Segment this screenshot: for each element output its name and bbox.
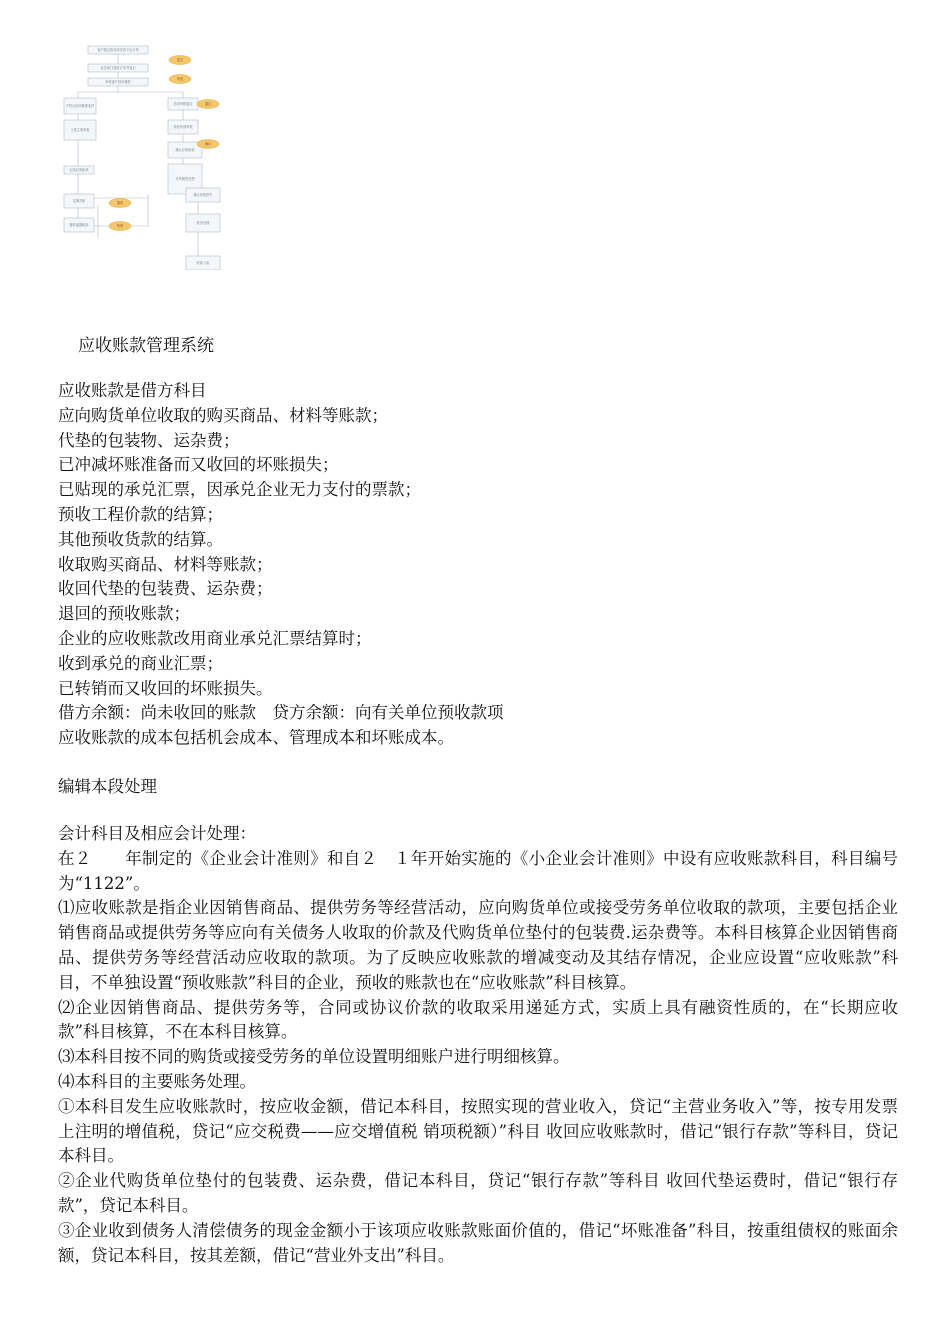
paragraph: ②企业代购货单位垫付的包装费、运杂费，借记本科目，贷记“银行存款”等科目 收回代垫运费时，借记“银行存款”，贷记本科目。: [58, 1171, 898, 1215]
flowchart-box: [64, 194, 94, 208]
svg-text:记录应收账款: 记录应收账款: [69, 168, 89, 173]
svg-text:确认坏账损失: 确认坏账损失: [193, 193, 213, 198]
text-line: 收到承兑的商业汇票；: [58, 653, 223, 673]
text-line: 应收账款的成本包括机会成本、管理成本和坏账成本。: [58, 728, 454, 748]
document-title: 应收账款管理系统: [78, 336, 214, 356]
svg-text:催收逾期账款: 催收逾期账款: [69, 223, 89, 228]
svg-text:转财务部审核: 转财务部审核: [173, 125, 193, 130]
text-line: 应收账款是借方科目: [58, 381, 207, 400]
text-line: 已冲减坏账准备而又收回的坏账损失；: [58, 455, 339, 475]
text-line: 退回的预收账款；: [58, 604, 190, 624]
flowchart-box: [88, 46, 148, 54]
paragraph: ③企业收到债务人清偿债务的现金金额小于该项应收账款账面价值的，借记“坏账准备”科目，按重组债权的账面余额，贷记本科目，按其差额，借记“营业外支出”科目。: [58, 1220, 898, 1265]
flowchart-box: [64, 218, 94, 232]
text-line: 预收工程价款的结算；: [58, 504, 223, 524]
svg-text:收款入账: 收款入账: [196, 261, 210, 266]
svg-text:不符合信用额度条件: 不符合信用额度条件: [65, 104, 95, 109]
flowchart-box: [186, 256, 220, 270]
flowchart-box: [168, 120, 198, 134]
flowchart-decision: [197, 140, 219, 149]
flowchart-decision: [169, 56, 191, 65]
svg-text:开具销售发票: 开具销售发票: [175, 177, 195, 182]
text-line: 应向购货单位收取的购买商品、材料等账款；: [58, 405, 388, 425]
paragraph: 在２ 年制定的《企业会计准则》和自２ １年开始实施的《小企业会计准则》中设有应收账款科目，科目编号为“1122”。: [58, 848, 898, 893]
accounting-treatment-section: [58, 822, 898, 1268]
flowchart-box: [64, 98, 96, 114]
flowchart-box: [186, 214, 220, 232]
flowchart-box: [88, 78, 148, 86]
flowchart-image: [58, 38, 248, 270]
svg-text:上报主管审批: 上报主管审批: [70, 128, 90, 133]
svg-text:客户通过电话或传真下达订单: 客户通过电话或传真下达订单: [97, 48, 139, 53]
text-line: 收回代垫的包装费、运杂费；: [58, 579, 273, 599]
flowchart-decision: [109, 199, 131, 208]
text-line: 代垫的包装物、运杂费；: [58, 430, 240, 450]
definition-list: [58, 379, 898, 751]
svg-text:审批: 审批: [176, 77, 184, 82]
text-line: 其他预收货款的结算。: [58, 529, 223, 549]
flowchart-box: [88, 64, 148, 72]
paragraph: ⑶本科目按不同的购货或接受劳务的单位设置明细账户进行明细核算。: [58, 1047, 570, 1067]
flowchart-decision: [197, 100, 219, 109]
text-line: 已转销而又收回的坏账损失。: [58, 678, 273, 698]
text-line: 收取购买商品、材料等账款；: [58, 554, 273, 574]
svg-text:账务处理: 账务处理: [196, 221, 210, 226]
flowchart-diagram: [58, 38, 248, 270]
flowchart-decision: [169, 75, 191, 84]
text-line: 借方余额：尚未收回的账款 贷方余额：向有关单位预收款项: [58, 703, 504, 723]
svg-text:催收: 催收: [116, 201, 124, 206]
svg-text:核销: 核销: [116, 224, 124, 229]
text-line: 企业的应收账款改用商业承兑汇票结算时；: [58, 628, 372, 648]
paragraph: ①本科目发生应收账款时，按应收金额，借记本科目，按照实现的营业收入，贷记“主营业务收入”等，按专用发票上注明的增值税，贷记“应交税费——应交增值税 销项税额）”科目 收回应收账款时，借记“银行存款”等科目，贷记本科目。: [58, 1096, 898, 1166]
flowchart-box: [64, 166, 94, 174]
paragraph: ⑵企业因销售商品、提供劳务等，合同或协议价款的收取采用递延方式，实质上具有融资性质的，在“长期应收款”科目核算，不在本科目核算。: [58, 997, 898, 1042]
svg-text:审核客户信用额度: 审核客户信用额度: [105, 80, 131, 85]
svg-text:确认: 确认: [204, 142, 212, 147]
paragraph: 会计科目及相应会计处理：: [58, 824, 256, 843]
svg-text:是否: 是否: [176, 58, 184, 63]
svg-text:信用审核通过: 信用审核通过: [173, 102, 193, 107]
flowchart-box: [64, 120, 96, 140]
flowchart-decision: [109, 222, 131, 231]
paragraph: ⑴应收账款是指企业因销售商品、提供劳务等经营活动，应向购货单位或接受劳务单位收取的款项，主要包括企业销售商品或提供劳务等应向有关债务人收取的价款及代购货单位垫付的包装费.运杂费等。本科目核算企业因销售商品、提供劳务等经营活动应收取的款项。为了反映应收账款的增减变动及其结存情况，企业应设置“应收账款”科目，不单独设置“预收账款”科目的企业，预收的账款也在“应收账款”科目核算。: [58, 898, 898, 992]
section-heading[interactable]: 编辑本段处理: [58, 777, 157, 796]
svg-text:确认应收账款: 确认应收账款: [175, 148, 195, 153]
flowchart-box: [168, 98, 198, 110]
text-line: 已贴现的承兑汇票，因承兑企业无力支付的票款；: [58, 480, 421, 500]
svg-text:定期对账: 定期对账: [72, 199, 86, 204]
svg-text:业务部门接收订单并登记: 业务部门接收订单并登记: [100, 66, 136, 71]
flowchart-box: [186, 188, 220, 202]
svg-text:通过: 通过: [204, 102, 212, 107]
paragraph: ⑷本科目的主要账务处理。: [58, 1071, 256, 1091]
